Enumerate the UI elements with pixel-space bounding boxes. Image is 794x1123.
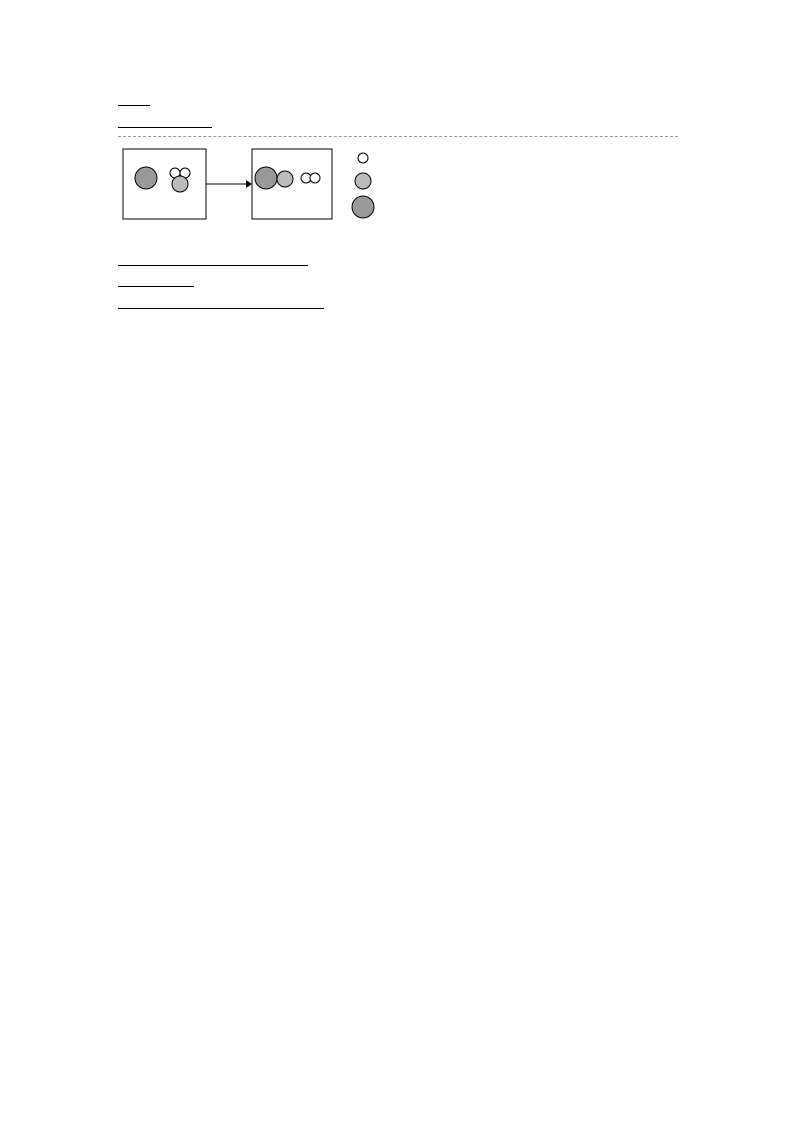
- q16-part2-answers: [118, 252, 678, 274]
- answer-blank[interactable]: [118, 92, 150, 106]
- reaction-diagram: [118, 146, 678, 246]
- answer-blank[interactable]: [118, 252, 242, 266]
- legend-hydrogen-icon: [358, 153, 368, 163]
- oxygen-atom: [172, 176, 188, 192]
- q16-part1: [118, 92, 678, 114]
- answer-blank[interactable]: [118, 273, 194, 287]
- oxygen-atom: [277, 171, 293, 187]
- hydrogen-atom: [310, 173, 320, 183]
- micro-diagram: [118, 146, 478, 246]
- q16-part1-continued: [118, 114, 678, 136]
- arrow-head: [246, 180, 252, 188]
- answer-blank[interactable]: [242, 252, 308, 266]
- carbon-atom: [135, 167, 157, 189]
- carbon-atom: [255, 167, 277, 189]
- q16-part3: [118, 273, 678, 295]
- legend-oxygen-icon: [355, 173, 371, 189]
- legend-carbon-icon: [352, 196, 374, 218]
- answer-blank[interactable]: [118, 295, 324, 309]
- answer-blank[interactable]: [118, 114, 212, 128]
- before-box: [123, 149, 206, 219]
- exam-content: [118, 92, 678, 317]
- q16-part3-end: [118, 295, 678, 317]
